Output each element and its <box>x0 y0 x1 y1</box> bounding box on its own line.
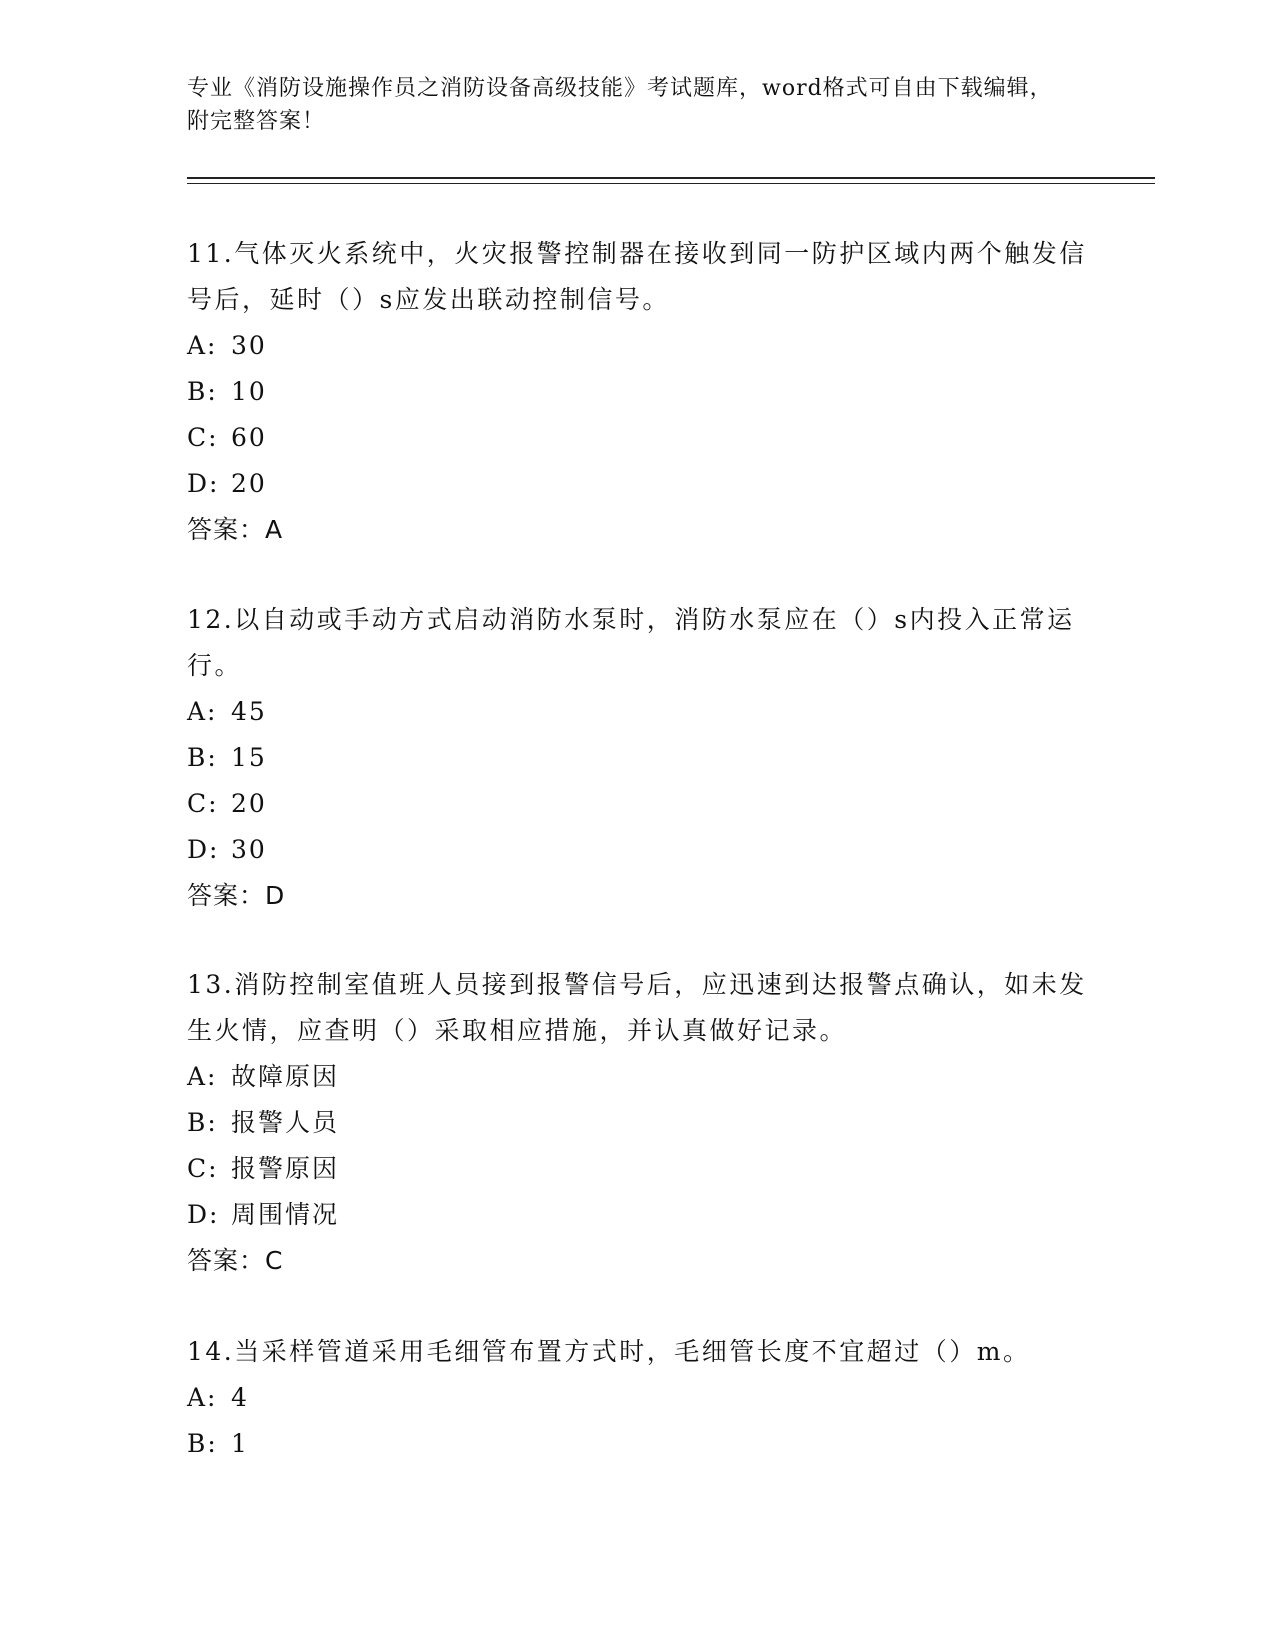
question-text: 14.当采样管道采用毛细管布置方式时，毛细管长度不宜超过（）m。 <box>187 1337 1031 1366</box>
option-a <box>187 689 1087 735</box>
option-value: 故障原因 <box>231 1062 340 1091</box>
document-header: 专业《消防设施操作员之消防设备高级技能》考试题库，word格式可自由下载编辑，附完整答案！ <box>187 76 1053 134</box>
option-c <box>187 415 1087 461</box>
option-label: D: <box>187 835 220 864</box>
option-value: 1 <box>231 1429 249 1458</box>
option-b <box>187 1100 1087 1146</box>
option-value: 报警原因 <box>231 1154 340 1183</box>
question-text: 13.消防控制室值班人员接到报警信号后，应迅速到达报警点确认，如未发生火情，应查明（）采取相应措施，并认真做好记录。 <box>187 970 1087 1045</box>
option-label: B: <box>187 743 218 772</box>
option-label: A: <box>187 1383 218 1412</box>
header-rule-thick <box>187 177 1155 179</box>
option-a <box>187 1054 1087 1100</box>
option-label: C: <box>187 1154 219 1183</box>
option-label: D: <box>187 469 220 498</box>
option-c <box>187 781 1087 827</box>
option-value: 周围情况 <box>231 1200 340 1229</box>
option-label: D: <box>187 1200 220 1229</box>
option-a <box>187 323 1087 369</box>
option-value: 4 <box>231 1383 249 1412</box>
question-12 <box>187 597 1087 919</box>
option-label: A: <box>187 331 218 360</box>
option-value: 15 <box>231 743 267 772</box>
option-label: B: <box>187 1429 218 1458</box>
option-value: 45 <box>231 697 267 726</box>
option-d <box>187 461 1087 507</box>
answer: 答案：A <box>187 515 284 544</box>
option-label: A: <box>187 697 218 726</box>
option-label: C: <box>187 423 219 452</box>
answer: 答案：D <box>187 881 286 910</box>
option-label: C: <box>187 789 219 818</box>
option-b <box>187 369 1087 415</box>
option-a <box>187 1375 1087 1421</box>
option-value: 报警人员 <box>231 1108 340 1137</box>
option-d <box>187 1192 1087 1238</box>
option-value: 60 <box>231 423 267 452</box>
question-text: 12.以自动或手动方式启动消防水泵时，消防水泵应在（）s内投入正常运行。 <box>187 605 1075 680</box>
option-label: B: <box>187 377 218 406</box>
option-c <box>187 1146 1087 1192</box>
option-value: 20 <box>231 469 267 498</box>
option-value: 10 <box>231 377 267 406</box>
question-13 <box>187 962 1087 1284</box>
option-value: 30 <box>231 331 267 360</box>
answer: 答案：C <box>187 1246 284 1275</box>
question-11 <box>187 231 1087 553</box>
question-text: 11.气体灭火系统中，火灾报警控制器在接收到同一防护区域内两个触发信号后，延时（）s应发出联动控制信号。 <box>187 239 1087 314</box>
option-d <box>187 827 1087 873</box>
option-label: B: <box>187 1108 218 1137</box>
question-14 <box>187 1329 1087 1467</box>
option-b <box>187 1421 1087 1467</box>
option-value: 20 <box>231 789 267 818</box>
option-b <box>187 735 1087 781</box>
option-value: 30 <box>231 835 267 864</box>
header-rule-thin <box>187 183 1155 184</box>
option-label: A: <box>187 1062 218 1091</box>
